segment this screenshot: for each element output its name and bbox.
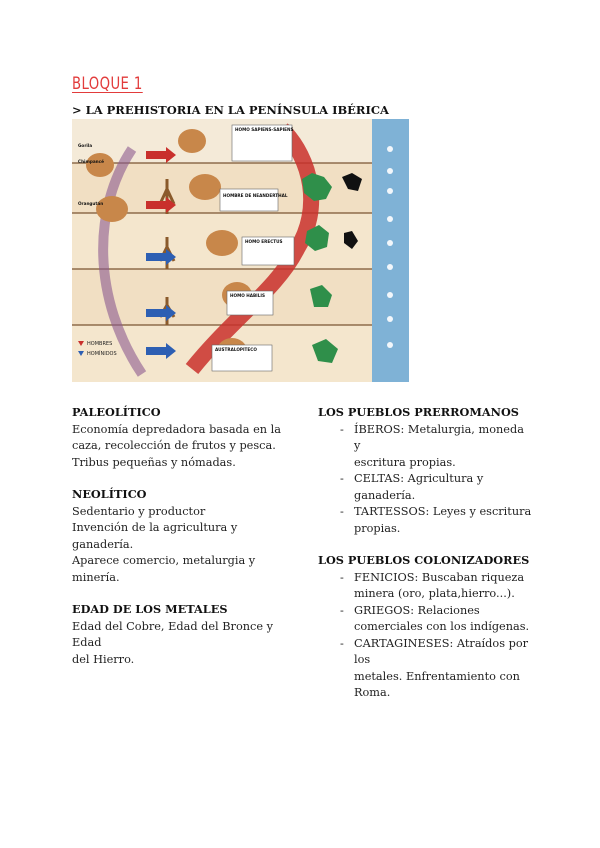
- text-line: Aparece comercio, metalurgia y minería.: [72, 554, 256, 584]
- text-line: Economía depredadora basada en la: [72, 422, 282, 436]
- list-item: - GRIEGOS: Relaciones comerciales con los indígenas.: [318, 603, 533, 636]
- section-title: NEOLÍTICO: [72, 487, 147, 501]
- list: [318, 422, 533, 538]
- section-title: LOS PUEBLOS PRERROMANOS: [318, 405, 519, 419]
- legend-hombres: HOMBRES: [87, 341, 113, 347]
- list-item: - ÍBEROS: Metalurgia, moneda y escritura propias.: [318, 422, 533, 472]
- label-orangutan: Orangután: [78, 201, 104, 206]
- label-chimpance: Chimpancé: [78, 159, 104, 164]
- label-neanderthal: HOMBRE DE NEANDERTHAL: [223, 193, 288, 198]
- label-erectus: HOMO ERECTUS: [245, 239, 283, 244]
- label-australopiteco: AUSTRALOPITECO: [215, 347, 257, 352]
- right-column: [318, 404, 533, 717]
- section-edad-metales: [72, 601, 302, 668]
- list: [318, 570, 533, 702]
- text-line: del Hierro.: [72, 652, 135, 666]
- list-item: - FENICIOS: Buscaban riqueza minera (oro, plata,hierro...).: [318, 570, 533, 603]
- list-item: - CARTAGINESES: Atraídos por los metales. Enfrentamiento con Roma.: [318, 636, 533, 702]
- section-title: LOS PUEBLOS COLONIZADORES: [318, 553, 530, 567]
- left-column: [72, 404, 302, 683]
- label-habilis: HOMO HABILIS: [230, 293, 265, 298]
- text-line: Invención de la agricultura y ganadería.: [72, 521, 238, 551]
- human-evolution-infographic: [72, 119, 409, 382]
- label-gorila: Gorila: [78, 143, 93, 148]
- section-colonizadores: [318, 552, 533, 702]
- section-neolitico: [72, 486, 302, 586]
- list-item: - TARTESSOS: Leyes y escritura propias.: [318, 504, 533, 537]
- text-line: caza, recolección de frutos y pesca.: [72, 439, 276, 452]
- section-prerromanos: [318, 404, 533, 537]
- label-sapiens: HOMO SAPIENS-SAPIENS: [235, 127, 294, 132]
- text-line: Tribus pequeñas y nómadas.: [72, 455, 236, 469]
- section-subtitle: > LA PREHISTORIA EN LA PENÍNSULA IBÉRICA: [72, 103, 389, 117]
- section-paleolitico: [72, 404, 302, 471]
- legend-hominidos: HOMÍNIDOS: [87, 351, 117, 357]
- page-title: BLOQUE 1: [72, 74, 143, 94]
- text-line: Sedentario y productor: [72, 504, 206, 518]
- text-line: Edad del Cobre, Edad del Bronce y Edad: [72, 619, 274, 649]
- section-title: EDAD DE LOS METALES: [72, 602, 228, 616]
- section-title: PALEOLÍTICO: [72, 405, 161, 419]
- list-item: - CELTAS: Agricultura y ganadería.: [318, 471, 533, 504]
